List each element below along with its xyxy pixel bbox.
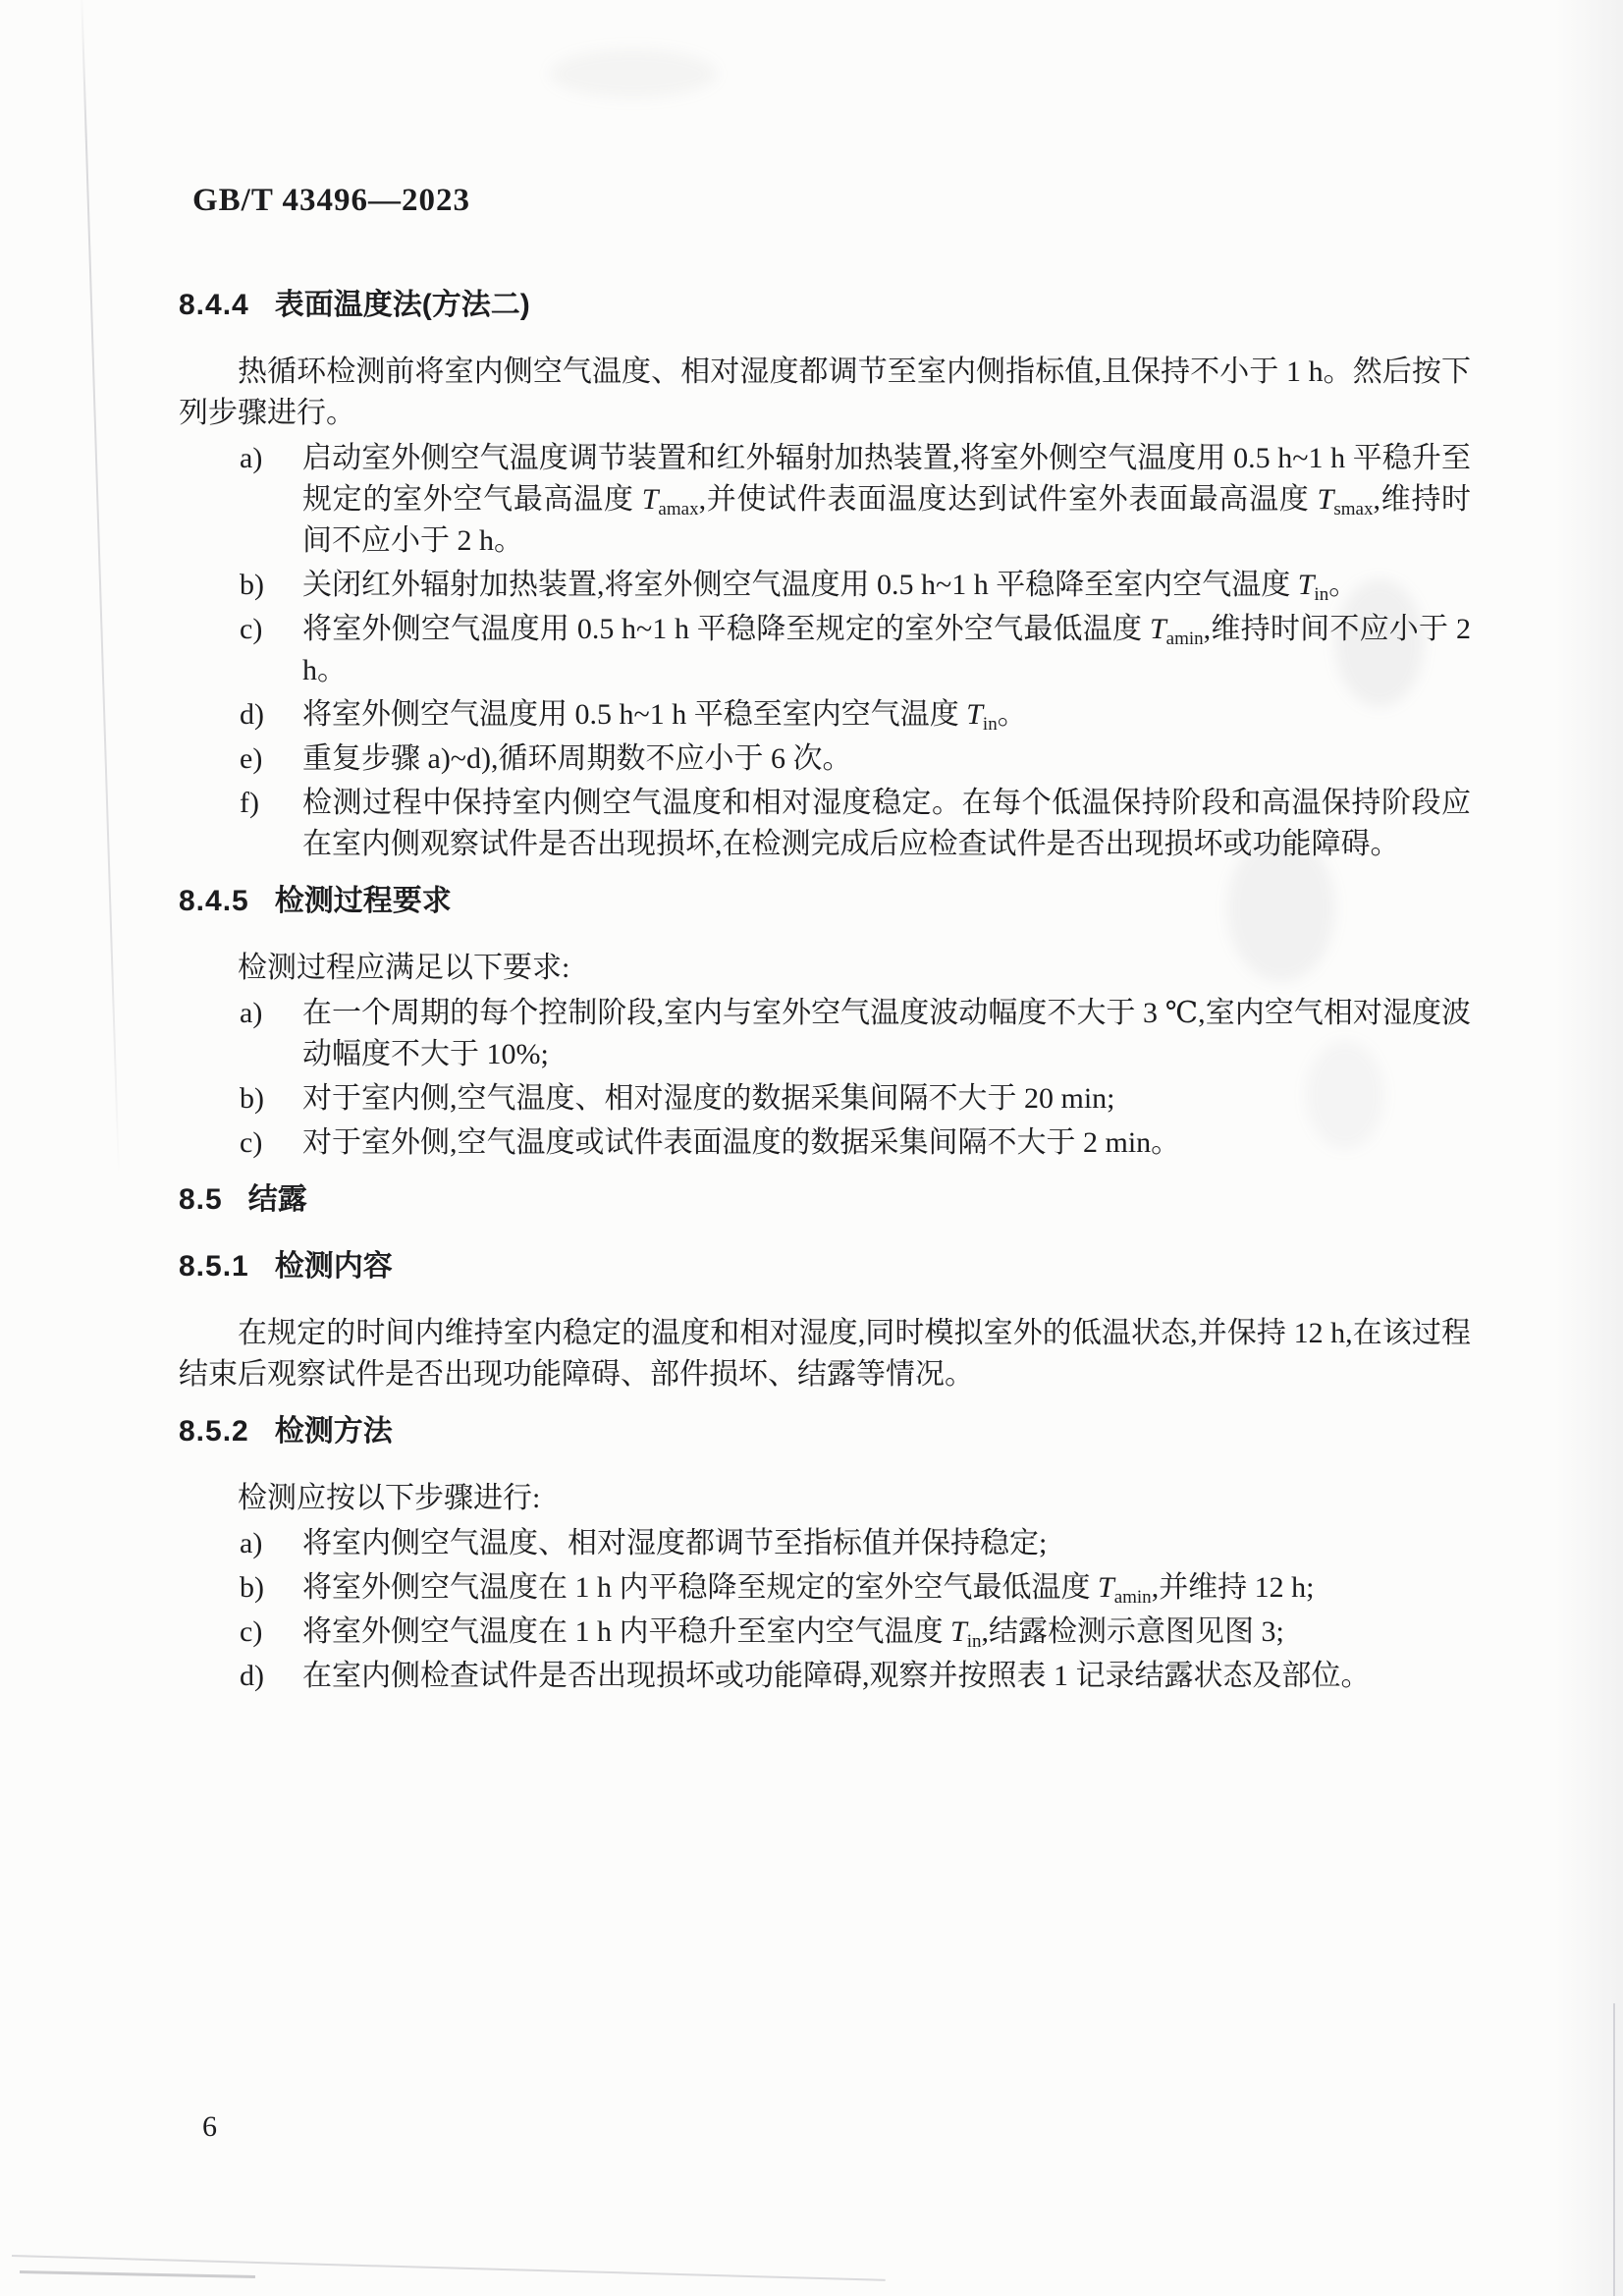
scan-artifact-line: [12, 2255, 886, 2281]
scan-edge-line: [1613, 2003, 1615, 2296]
scan-artifact-line: [20, 2270, 255, 2278]
list-item-text: 将室外侧空气温度在 1 h 内平稳升至室内空气温度 $T_{in}$,结露检测示意图见图 3;: [302, 1615, 1284, 1652]
list-item-text: 对于室内侧,空气温度、相对湿度的数据采集间隔不大于 20 min;: [302, 1082, 1115, 1115]
list-item-text: 将室外侧空气温度用 0.5 h~1 h 平稳至室内空气温度 $T_{in}$。: [302, 698, 1027, 735]
paragraph: 检测应按以下步骤进行:: [238, 1482, 541, 1514]
ordered-list: [179, 993, 1471, 1164]
list-item-text: 在一个周期的每个控制阶段,室内与室外空气温度波动幅度不大于 3 ℃,室内空气相对湿度波动幅度不大于 10%;: [302, 997, 1471, 1070]
section-number: 8.5.2: [179, 1415, 249, 1448]
variable-subscript: in: [1314, 584, 1329, 605]
section-title: 检测方法: [274, 1415, 393, 1448]
list-item: [179, 1078, 1471, 1120]
page-number: 6: [202, 2110, 217, 2143]
list-item-label: a): [240, 1527, 263, 1559]
paragraph: 检测过程应满足以下要求:: [238, 952, 570, 984]
list-item: [179, 1523, 1471, 1564]
section-heading: [179, 1246, 1471, 1287]
section-heading: [179, 881, 1471, 922]
paragraph: 热循环检测前将室内侧空气温度、相对湿度都调节至室内侧指标值,且保持不小于 1 h。然后按下列步骤进行。: [179, 355, 1471, 429]
list-item-text: 关闭红外辐射加热装置,将室外侧空气温度用 0.5 h~1 h 平稳降至室内空气温度 $T_{in}$。: [302, 569, 1359, 605]
list-item: [179, 993, 1471, 1075]
list-item: [179, 565, 1471, 606]
list-item: [179, 783, 1471, 865]
list-item-label: c): [240, 1615, 263, 1648]
variable-symbol: T: [950, 1615, 967, 1648]
section-number: 8.4.4: [179, 289, 249, 321]
list-item-label: d): [240, 698, 264, 731]
list-item-text: 将室内侧空气温度、相对湿度都调节至指标值并保持稳定;: [302, 1527, 1048, 1559]
section-title: 表面温度法(方法二): [274, 289, 530, 321]
section-number: 8.5: [179, 1183, 223, 1216]
section-heading: [179, 1411, 1471, 1452]
list-item-text: 将室外侧空气温度用 0.5 h~1 h 平稳降至规定的室外空气最低温度 $T_{amin}$,维持时间不应小于 2 h。: [302, 613, 1471, 686]
variable-symbol: T: [966, 698, 983, 731]
scan-crease-line: [81, 0, 120, 1176]
variable-subscript: smax: [1333, 499, 1374, 519]
variable-subscript: amin: [1165, 629, 1204, 649]
list-item: [179, 694, 1471, 736]
list-item: [179, 1567, 1471, 1609]
list-item-label: b): [240, 569, 264, 601]
list-item-text: 对于室外侧,空气温度或试件表面温度的数据采集间隔不大于 2 min。: [302, 1126, 1181, 1159]
section-number: 8.5.1: [179, 1250, 249, 1283]
section-title: 检测内容: [274, 1250, 393, 1283]
scan-edge-shadow: [1554, 0, 1623, 2296]
list-item: [179, 738, 1471, 780]
section-title: 检测过程要求: [274, 885, 452, 917]
variable-symbol: T: [1297, 569, 1315, 601]
section-number: 8.4.5: [179, 885, 249, 917]
variable-subscript: in: [982, 714, 998, 735]
list-item-label: b): [240, 1571, 264, 1604]
list-item-label: a): [240, 442, 263, 474]
section-heading: [179, 1179, 1471, 1221]
list-item-text: 在室内侧检查试件是否出现损坏或功能障碍,观察并按照表 1 记录结露状态及部位。: [302, 1660, 1371, 1692]
document-content: [179, 182, 1471, 1707]
ordered-list: [179, 1523, 1471, 1697]
section-title: 结露: [247, 1183, 307, 1216]
list-item-text: 将室外侧空气温度在 1 h 内平稳降至规定的室外空气最低温度 $T_{amin}$,并维持 12 h;: [302, 1571, 1315, 1608]
variable-symbol: T: [1317, 483, 1334, 516]
list-item-label: a): [240, 997, 263, 1029]
list-item-text: 启动室外侧空气温度调节装置和红外辐射加热装置,将室外侧空气温度用 0.5 h~1 h 平稳升至规定的室外空气最高温度 $T_{amax}$,并使试件表面温度达到试件室外表面最高温度 $T_{smax}$,维持时间不应小于 2 h。: [302, 442, 1472, 557]
list-item-label: e): [240, 742, 263, 775]
list-item: [179, 1656, 1471, 1697]
variable-symbol: T: [641, 483, 659, 516]
ordered-list: [179, 438, 1471, 865]
list-item-label: d): [240, 1660, 264, 1692]
list-item-label: c): [240, 613, 263, 645]
bleed-through-smudge: [550, 49, 717, 98]
list-item: [179, 438, 1471, 562]
standard-number: GB/T 43496—2023: [192, 183, 471, 218]
variable-subscript: amin: [1113, 1587, 1152, 1608]
list-item-text: 检测过程中保持室内侧空气温度和相对湿度稳定。在每个低温保持阶段和高温保持阶段应在室内侧观察试件是否出现损坏,在检测完成后应检查试件是否出现损坏或功能障碍。: [302, 787, 1471, 860]
list-item-label: c): [240, 1126, 263, 1159]
paragraph: 在规定的时间内维持室内稳定的温度和相对湿度,同时模拟室外的低温状态,并保持 12 h,在该过程结束后观察试件是否出现功能障碍、部件损坏、结露等情况。: [179, 1317, 1471, 1391]
variable-symbol: T: [1149, 613, 1166, 645]
variable-subscript: amax: [658, 499, 699, 519]
variable-symbol: T: [1098, 1571, 1114, 1604]
variable-subscript: in: [966, 1631, 982, 1652]
list-item-text: 重复步骤 a)~d),循环周期数不应小于 6 次。: [302, 742, 852, 775]
list-item: [179, 1122, 1471, 1164]
list-item: [179, 609, 1471, 691]
section-heading: [179, 285, 1471, 326]
list-item-label: b): [240, 1082, 264, 1115]
list-item-label: f): [240, 787, 259, 819]
list-item: [179, 1612, 1471, 1653]
section-container: [179, 285, 1471, 1697]
